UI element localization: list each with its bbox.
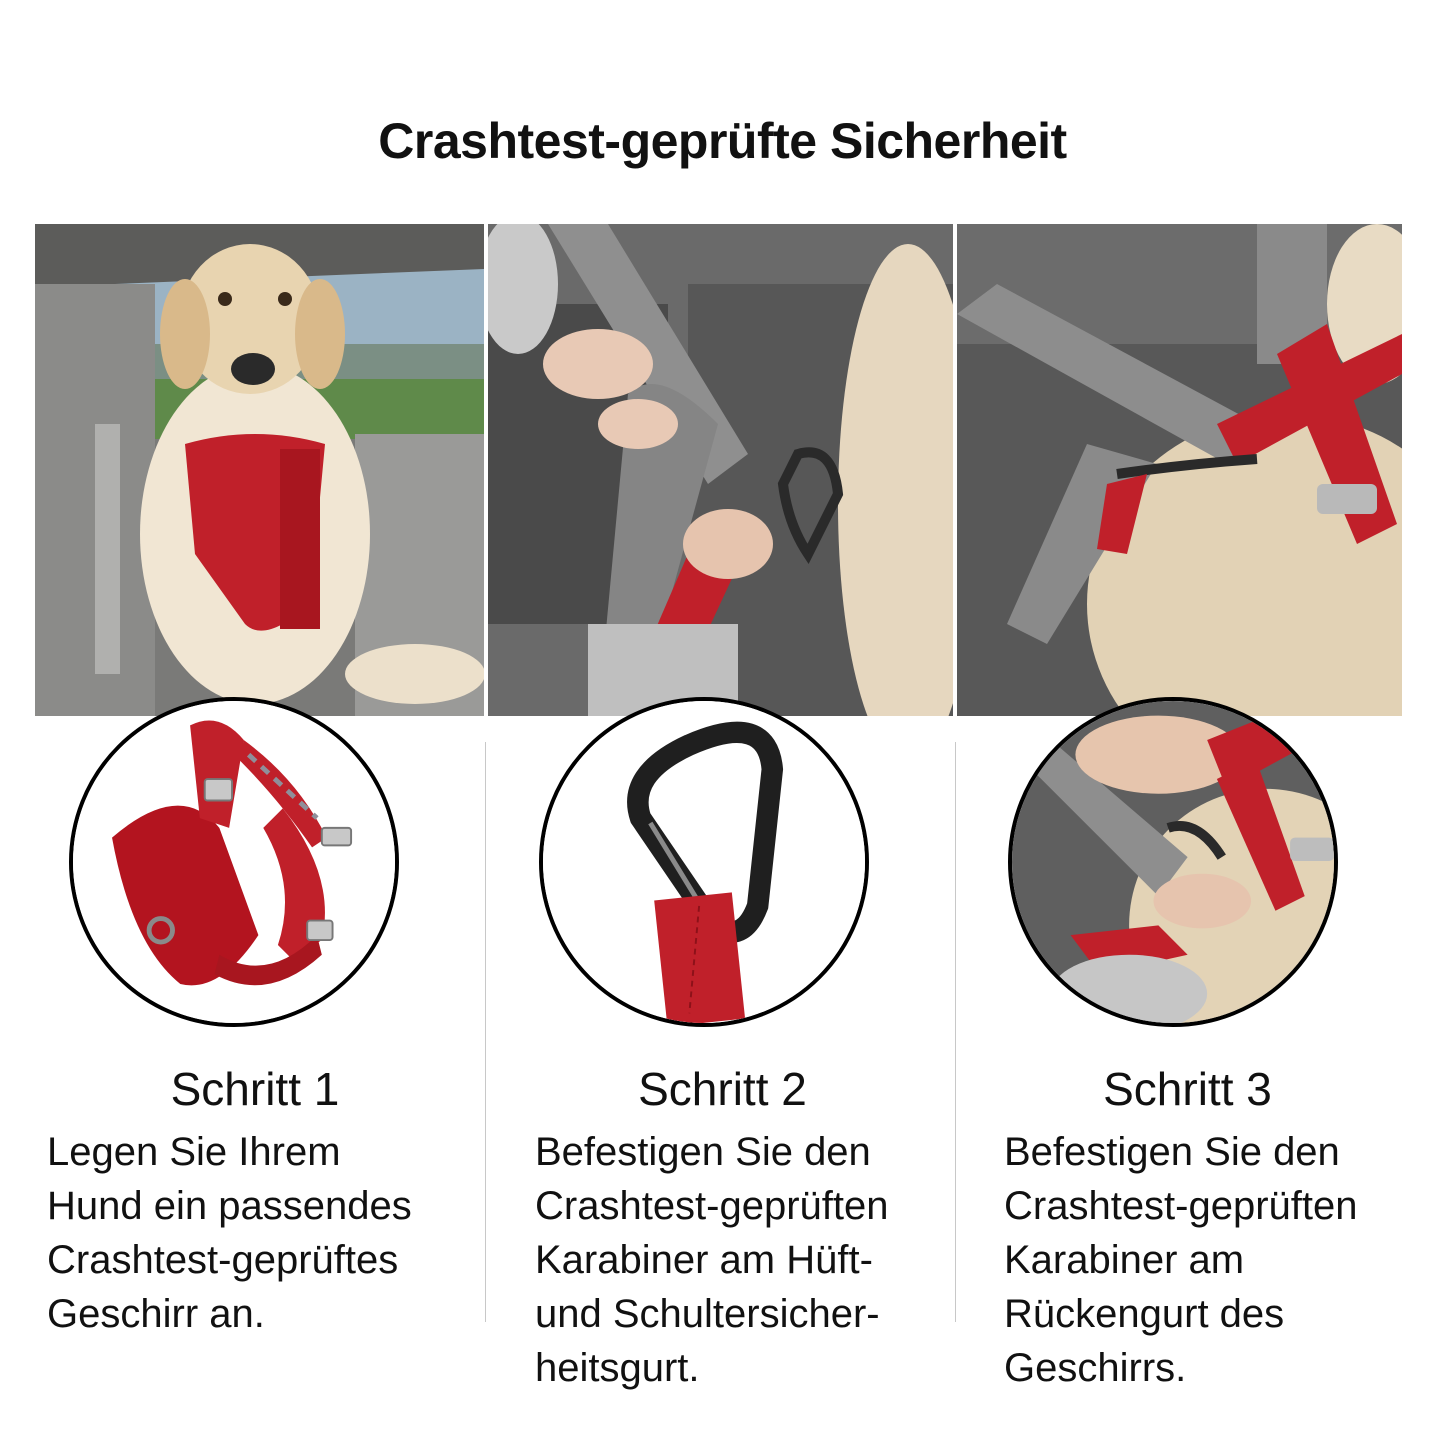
- column-divider-2: [955, 742, 956, 1322]
- step-1-text: Legen Sie Ihrem Hund ein passendes Crashtest-geprüftes Geschirr an.: [47, 1130, 412, 1336]
- step-2-text: Befestigen Sie den Crashtest-geprüften Karabiner am Hüft- und Schultersicher- heitsgurt.: [535, 1130, 889, 1390]
- step-3-text: Befestigen Sie den Crashtest-geprüften Karabiner am Rückengurt des Geschirrs.: [1004, 1130, 1358, 1390]
- harness-closeup-circle: [69, 697, 399, 1027]
- photo-dog-in-car: [35, 224, 484, 716]
- column-divider-1: [485, 742, 486, 1322]
- photo-carabiner-on-harness: [957, 224, 1402, 716]
- page-title: Crashtest-geprüfte Sicherheit: [378, 113, 1067, 169]
- step-2-heading: Schritt 2: [638, 1063, 807, 1115]
- attach-harness-closeup-circle: [1008, 697, 1338, 1027]
- carabiner-closeup-circle: [539, 697, 869, 1027]
- step-3-heading: Schritt 3: [1103, 1063, 1272, 1115]
- step-1-heading: Schritt 1: [170, 1063, 340, 1115]
- photo-attach-carabiner-belt: [488, 224, 953, 716]
